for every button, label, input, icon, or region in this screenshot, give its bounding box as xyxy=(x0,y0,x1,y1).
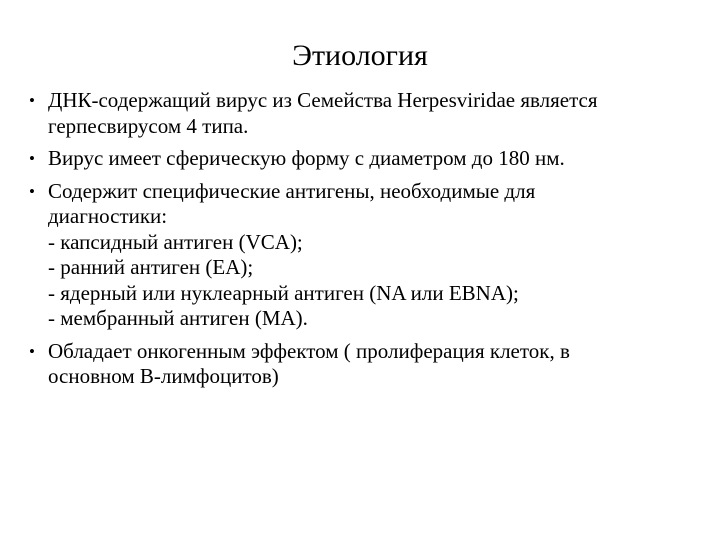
bullet-line: основном В-лимфоцитов) xyxy=(48,364,279,388)
bullet-item xyxy=(29,88,689,139)
bullet-line: диагностики: xyxy=(48,204,168,228)
antigen-line-ea: - ранний антиген (EA); xyxy=(48,255,254,279)
bullet-line: Вирус имеет сферическую форму с диаметром до 180 нм. xyxy=(48,146,565,170)
bullet-list xyxy=(29,88,689,397)
bullet-line: Содержит специфические антигены, необходимые для xyxy=(48,178,536,203)
bullet-line: Обладает онкогенным эффектом ( пролиферация клеток, в xyxy=(48,338,570,363)
antigen-line-na: - ядерный или нуклеарный антиген (NA или EBNA); xyxy=(48,280,519,305)
bullet-text xyxy=(48,339,689,390)
bullet-item xyxy=(29,179,689,332)
bullet-dot-icon: • xyxy=(29,91,35,110)
bullet-dot-icon: • xyxy=(29,341,35,361)
bullet-dot-icon: • xyxy=(29,149,35,168)
bullet-dot-icon: • xyxy=(29,181,35,201)
bullet-item xyxy=(29,339,689,390)
bullet-item xyxy=(29,146,689,172)
slide-title: Этиология xyxy=(292,39,428,72)
bullet-text xyxy=(48,146,689,172)
bullet-line: ДНК-содержащий вирус из Семейства Herpesviridae является xyxy=(48,88,598,112)
antigen-line-vca: - капсидный антиген (VCA); xyxy=(48,229,303,254)
bullet-line: герпесвирусом 4 типа. xyxy=(48,113,249,138)
bullet-text xyxy=(48,88,689,139)
bullet-text xyxy=(48,179,689,332)
antigen-line-ma: - мембранный антиген (MA). xyxy=(48,306,308,330)
